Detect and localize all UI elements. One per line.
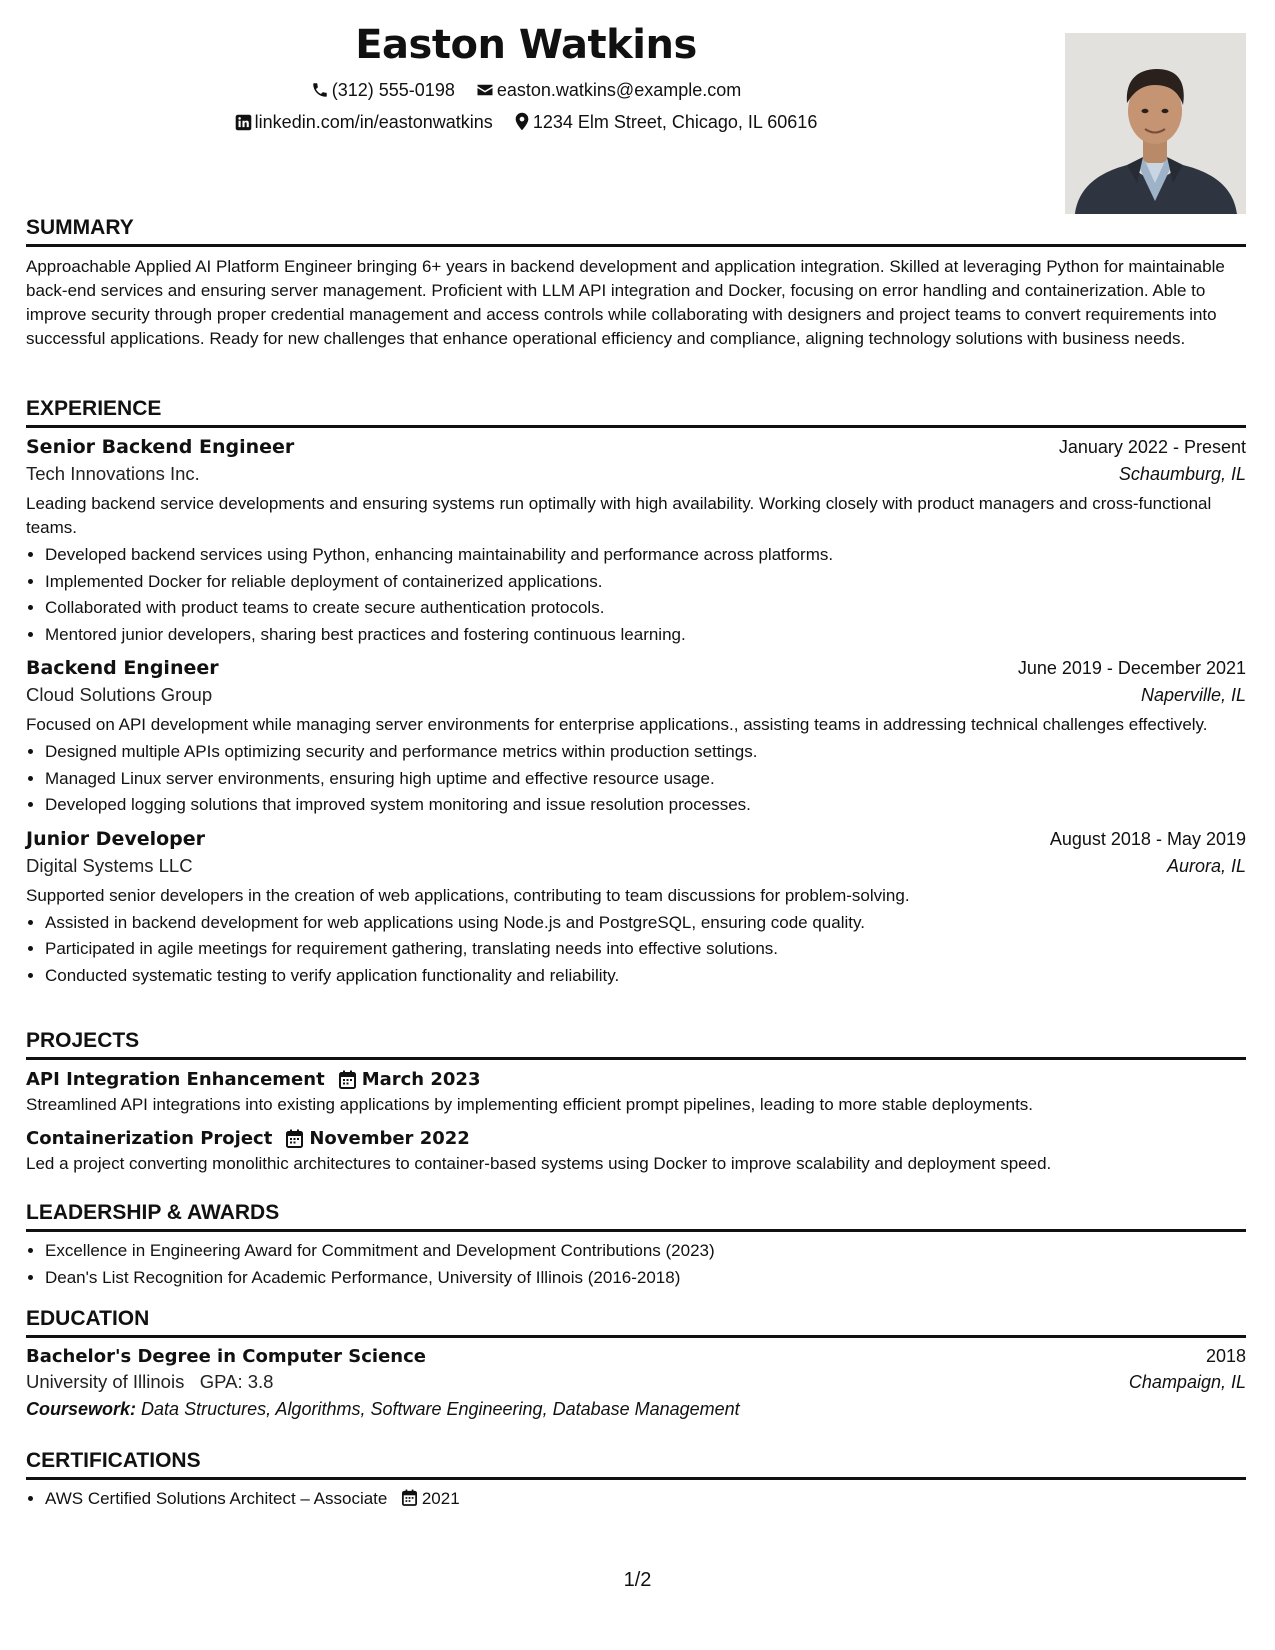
job-title: Junior Developer bbox=[26, 827, 206, 850]
list-item: • Assisted in backend development for web applications using Node.js and PostgreSQL, ensuring code quality. bbox=[45, 910, 1246, 937]
experience-heading: EXPERIENCE bbox=[26, 397, 162, 420]
gpa: GPA: 3.8 bbox=[199, 1371, 274, 1392]
job-dates: January 2022 - Present bbox=[1058, 437, 1246, 457]
job-description: Supported senior developers in the creation of web applications, contributing to team discussions for problem-solving. bbox=[26, 885, 910, 905]
linkedin-text[interactable]: linkedin.com/in/eastonwatkins bbox=[254, 112, 493, 132]
phone-contact bbox=[311, 80, 455, 101]
school-line bbox=[26, 1371, 273, 1393]
calendar-icon bbox=[286, 1129, 303, 1148]
job-title: Backend Engineer bbox=[26, 657, 219, 679]
project-date: March 2023 bbox=[361, 1069, 481, 1090]
job-company: Tech Innovations Inc. bbox=[26, 463, 200, 484]
job-entry bbox=[26, 828, 1246, 990]
phone-text: (312) 555-0198 bbox=[331, 80, 455, 100]
email-text[interactable]: easton.watkins@example.com bbox=[496, 80, 742, 100]
degree-name: Bachelor's Degree in Computer Science bbox=[26, 1346, 426, 1367]
section-divider bbox=[26, 425, 1246, 428]
section-divider bbox=[26, 1229, 1246, 1232]
map-pin-icon bbox=[514, 112, 530, 131]
list-item: • Mentored junior developers, sharing best practices and fostering continuous learning. bbox=[45, 622, 1246, 649]
awards-list bbox=[26, 1238, 1246, 1291]
certification-name: AWS Certified Solutions Architect – Associate bbox=[45, 1489, 388, 1508]
job-entry bbox=[26, 657, 1246, 819]
page-number: 1/2 bbox=[623, 1569, 652, 1591]
projects-heading: PROJECTS bbox=[26, 1029, 140, 1052]
coursework-label: Coursework: bbox=[26, 1399, 137, 1419]
project-entry bbox=[26, 1128, 1246, 1176]
school-location: Champaign, IL bbox=[1128, 1372, 1246, 1392]
job-description: Leading backend service developments and ensuring systems run optimally with high availability. Working closely with product managers and cross-functional teams. bbox=[26, 494, 1212, 537]
summary-heading: SUMMARY bbox=[26, 216, 134, 239]
contact-row-2 bbox=[26, 112, 1026, 133]
school-name: University of Illinois bbox=[26, 1371, 185, 1392]
address-contact bbox=[514, 112, 818, 133]
summary-section bbox=[26, 214, 1246, 351]
job-dates: June 2019 - December 2021 bbox=[1017, 658, 1246, 678]
list-item: • Dean's List Recognition for Academic Performance, University of Illinois (2016-2018) bbox=[45, 1265, 1246, 1292]
job-company: Digital Systems LLC bbox=[26, 854, 193, 876]
certifications-list bbox=[26, 1486, 1246, 1513]
section-divider bbox=[26, 244, 1246, 247]
list-item: • Collaborated with product teams to create secure authentication protocols. bbox=[45, 595, 1246, 622]
section-divider bbox=[26, 1477, 1246, 1480]
list-item: • Conducted systematic testing to verify application functionality and reliability. bbox=[45, 963, 1246, 990]
linkedin-contact[interactable] bbox=[235, 112, 493, 133]
job-company: Cloud Solutions Group bbox=[26, 684, 213, 705]
address-text: 1234 Elm Street, Chicago, IL 60616 bbox=[532, 112, 818, 132]
candidate-name: Easton Watkins bbox=[355, 22, 697, 68]
list-item: • Developed logging solutions that improved system monitoring and issue resolution processes. bbox=[45, 792, 1246, 819]
list-item: • Excellence in Engineering Award for Commitment and Development Contributions (2023) bbox=[45, 1238, 1246, 1265]
list-item: • Implemented Docker for reliable deployment of containerized applications. bbox=[45, 569, 1246, 596]
summary-text: Approachable Applied AI Platform Engineer bringing 6+ years in backend development and application integration. Skilled at leveraging Python for maintainable back-end services and ensuring server management. Proficient with LLM API integration and Docker, focusing on error handling and containerization. Able to improve security through proper credential management and access controls while collaborating with designers and project teams to convert requirements into successful applications. Ready for new challenges that enhance operational efficiency and compliance, aligning technology solutions with business needs. bbox=[26, 257, 1225, 348]
job-description: Focused on API development while managing server environments for enterprise applications., assisting teams in addressing technical challenges effectively. bbox=[26, 715, 1208, 734]
coursework-line bbox=[26, 1399, 1246, 1420]
profile-photo bbox=[1065, 33, 1246, 214]
contact-row-1 bbox=[26, 80, 1026, 101]
certification-year: 2021 bbox=[421, 1489, 460, 1508]
job-bullets bbox=[26, 739, 1246, 819]
phone-icon bbox=[311, 81, 329, 99]
project-name: API Integration Enhancement bbox=[26, 1069, 325, 1090]
resume-header bbox=[26, 18, 1246, 218]
list-item: • Designed multiple APIs optimizing security and performance metrics within production settings. bbox=[45, 739, 1246, 766]
job-entry bbox=[26, 436, 1246, 648]
job-title: Senior Backend Engineer bbox=[26, 436, 295, 458]
list-item bbox=[45, 1486, 1246, 1513]
education-heading: EDUCATION bbox=[26, 1307, 150, 1330]
envelope-icon bbox=[476, 81, 494, 99]
leadership-heading: LEADERSHIP & AWARDS bbox=[26, 1201, 280, 1224]
education-section bbox=[26, 1305, 1246, 1420]
section-divider bbox=[26, 1335, 1246, 1338]
certifications-heading: CERTIFICATIONS bbox=[26, 1449, 201, 1472]
list-item: • Participated in agile meetings for requirement gathering, translating needs into effective solutions. bbox=[45, 936, 1246, 963]
project-date: November 2022 bbox=[309, 1128, 470, 1149]
experience-section bbox=[26, 395, 1246, 989]
job-bullets bbox=[26, 910, 1246, 990]
section-divider bbox=[26, 1057, 1246, 1060]
job-bullets bbox=[26, 542, 1246, 648]
coursework-text: Data Structures, Algorithms, Software Engineering, Database Management bbox=[141, 1399, 740, 1419]
email-contact[interactable] bbox=[476, 80, 741, 101]
job-location: Schaumburg, IL bbox=[1118, 464, 1246, 484]
certifications-section bbox=[26, 1447, 1246, 1513]
calendar-icon bbox=[339, 1070, 356, 1089]
leadership-section bbox=[26, 1199, 1246, 1291]
job-dates: August 2018 - May 2019 bbox=[1049, 828, 1246, 849]
projects-section bbox=[26, 1027, 1246, 1176]
linkedin-icon bbox=[235, 114, 252, 131]
calendar-icon bbox=[402, 1489, 417, 1506]
list-item: • Developed backend services using Python, enhancing maintainability and performance across platforms. bbox=[45, 542, 1246, 569]
job-location: Aurora, IL bbox=[1166, 855, 1246, 876]
job-location: Naperville, IL bbox=[1140, 685, 1246, 705]
graduation-year: 2018 bbox=[1205, 1346, 1246, 1366]
project-description: Streamlined API integrations into existing applications by implementing efficient prompt pipelines, leading to more stable deployments. bbox=[26, 1095, 1034, 1114]
project-name: Containerization Project bbox=[26, 1128, 273, 1149]
project-description: Led a project converting monolithic architectures to container-based systems using Docker to improve scalability and deployment speed. bbox=[26, 1154, 1052, 1173]
project-entry bbox=[26, 1069, 1246, 1117]
list-item: • Managed Linux server environments, ensuring high uptime and effective resource usage. bbox=[45, 766, 1246, 793]
